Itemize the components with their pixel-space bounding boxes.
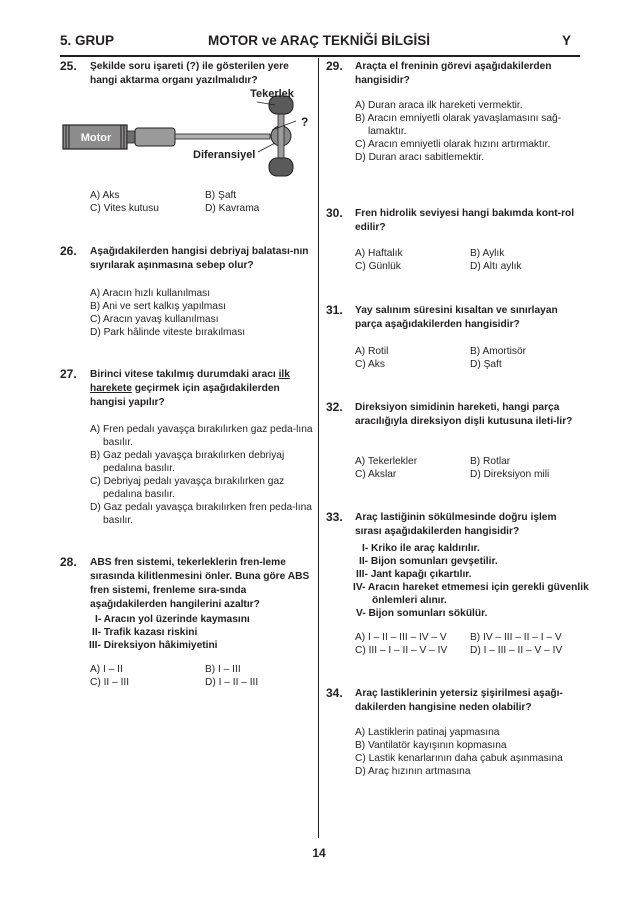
q34-number: 34.	[326, 686, 343, 700]
q26-text: Aşağıdakilerden hangisi debriyaj balatası-nın sıyrılarak aşınmasına sebep olur?	[90, 246, 309, 271]
q29-option-d[interactable]: D) Duran aracı sabitlemektir.	[355, 152, 485, 163]
q25-option-b[interactable]: B) Şaft	[205, 190, 237, 201]
group-label: 5. GRUP	[60, 33, 115, 48]
wheel-bottom	[269, 158, 293, 176]
q30-option-a[interactable]: A) Haftalık	[355, 248, 403, 259]
drive-shaft	[175, 134, 270, 139]
q30-option-d[interactable]: D) Altı aylık	[470, 261, 522, 272]
differential-label: Diferansiyel	[193, 149, 256, 161]
q27-option-c[interactable]: C) Debriyaj pedalı yavaşça bırakılırken gaz pedalına basılır.	[90, 476, 285, 500]
q33-option-a[interactable]: A) I – II – III – IV – V	[355, 632, 447, 643]
q31-option-c[interactable]: C) Aks	[355, 359, 385, 370]
q33-option-d[interactable]: D) I – III – II – V – IV	[470, 645, 563, 656]
q28-option-c[interactable]: C) II – III	[90, 677, 130, 688]
q30-option-c[interactable]: C) Günlük	[355, 261, 401, 272]
q28-option-b[interactable]: B) I – III	[205, 664, 241, 675]
q28-text: ABS fren sistemi, tekerleklerin fren-leme sırasında kilitlenmesini önler. Buna göre ABS fren sistemi, frenleme sıra-sında aşağıdakilerden hangilerini azaltır?	[90, 557, 310, 610]
q29-text: Araçta el freninin görevi aşağıdakilerden hangisidir?	[355, 61, 552, 86]
q31-option-d[interactable]: D) Şaft	[470, 359, 502, 370]
q28-number: 28.	[60, 555, 77, 569]
q29-number: 29.	[326, 59, 343, 73]
q33-item-5: V- Bijon somunları sökülür.	[356, 608, 488, 619]
question-mark: ?	[301, 115, 309, 129]
q28-option-d[interactable]: D) I – II – III	[205, 677, 259, 688]
q30-text: Fren hidrolik seviyesi hangi bakımda kont-rol edilir?	[355, 208, 575, 233]
q28-item-2: II- Trafik kazası riskini	[92, 627, 198, 638]
q31-option-b[interactable]: B) Amortisör	[470, 346, 527, 357]
q31-option-a[interactable]: A) Rotil	[355, 346, 389, 357]
motor-label: Motor	[80, 132, 112, 144]
booklet-letter: Y	[562, 33, 572, 48]
q31-number: 31.	[326, 303, 343, 317]
q29-option-c[interactable]: C) Aracın emniyetli olarak hızını artırmaktır.	[355, 139, 551, 150]
q28-item-3: III- Direksiyon hâkimiyetini	[89, 640, 218, 651]
q25-option-c[interactable]: C) Vites kutusu	[90, 203, 159, 214]
drivetrain-diagram	[60, 88, 316, 180]
axle	[278, 108, 284, 166]
q25-option-d[interactable]: D) Kavrama	[205, 203, 260, 214]
q27-underline-harekete: harekete	[90, 383, 132, 394]
q29-option-b[interactable]: B) Aracın emniyetli olarak yavaşlamasını sağ-lamaktır.	[355, 113, 562, 137]
q32-option-a[interactable]: A) Tekerlekler	[355, 456, 418, 467]
q33-option-b[interactable]: B) IV – III – II – I – V	[470, 632, 562, 643]
q26-option-c[interactable]: C) Aracın yavaş kullanılması	[90, 314, 219, 325]
q33-item-2: II- Bijon somunları gevşetilir.	[359, 556, 498, 567]
q32-text: Direksiyon simidinin hareketi, hangi parça aracılığıyla direksiyon dişli kutusuna ileti-lir?	[355, 402, 573, 427]
q33-item-4: IV- Aracın hareket etmemesi için gerekli güvenlik önlemleri alınır.	[353, 582, 589, 606]
q34-option-c[interactable]: C) Lastik kenarlarının daha çabuk aşınmasına	[355, 753, 563, 764]
q28-item-1: I- Aracın yol üzerinde kaymasını	[95, 614, 250, 625]
q27-number: 27.	[60, 367, 77, 381]
q33-item-1: I- Kriko ile araç kaldırılır.	[362, 543, 480, 554]
q33-text: Araç lastiğinin sökülmesinde doğru işlem sırası aşağıdakilerden hangisidir?	[355, 512, 557, 537]
q30-number: 30.	[326, 206, 343, 220]
page-number: 14	[312, 846, 326, 860]
gearbox-block	[135, 128, 175, 146]
q26-option-d[interactable]: D) Park hâlinde viteste bırakılması	[90, 327, 246, 338]
q27-option-a[interactable]: A) Fren pedalı yavaşça bırakılırken gaz peda-lına basılır.	[90, 424, 313, 448]
q27-option-d[interactable]: D) Gaz pedalı yavaşça bırakılırken fren peda-lına basılır.	[90, 502, 312, 526]
q26-number: 26.	[60, 244, 77, 258]
q33-item-3: III- Jant kapağı çıkartılır.	[356, 569, 472, 580]
q28-option-a[interactable]: A) I – II	[90, 664, 123, 675]
q34-text: Araç lastiklerinin yetersiz şişirilmesi aşağı-dakilerden hangisine neden olabilir?	[355, 688, 563, 713]
q25-number: 25.	[60, 59, 77, 73]
page-title: MOTOR ve ARAÇ TEKNİĞİ BİLGİSİ	[207, 33, 431, 48]
q34-option-d[interactable]: D) Araç hızının artmasına	[355, 766, 471, 777]
q30-option-b[interactable]: B) Aylık	[470, 248, 505, 259]
q33-number: 33.	[326, 510, 343, 524]
q32-option-c[interactable]: C) Akslar	[355, 469, 397, 480]
q33-option-c[interactable]: C) III – I – II – V – IV	[355, 645, 448, 656]
wheel-label: Tekerlek	[250, 88, 294, 100]
q25-option-a[interactable]: A) Aks	[90, 190, 120, 201]
q27-option-b[interactable]: B) Gaz pedalı yavaşça bırakılırken debriyaj pedalına basılır.	[90, 450, 285, 474]
q27-underline-ilk: ilk	[278, 369, 290, 380]
q34-option-a[interactable]: A) Lastiklerin patinaj yapmasına	[355, 727, 500, 738]
q34-option-b[interactable]: B) Vantilatör kayışının kopmasına	[355, 740, 507, 751]
q32-option-d[interactable]: D) Direksiyon mili	[470, 469, 550, 480]
q31-text: Yay salınım süresini kısaltan ve sınırlayan parça aşağıdakilerden hangisidir?	[355, 305, 558, 330]
q25-text: Şekilde soru işareti (?) ile gösterilen yere hangi aktarma organı yazılmalıdır?	[90, 61, 289, 86]
clutch-block	[127, 131, 135, 143]
motor-block	[63, 125, 127, 149]
q26-option-b[interactable]: B) Ani ve sert kalkış yapılması	[90, 301, 226, 312]
q26-option-a[interactable]: A) Aracın hızlı kullanılması	[90, 288, 211, 299]
q32-option-b[interactable]: B) Rotlar	[470, 456, 511, 467]
header-rule	[60, 55, 580, 57]
q27-text: Birinci vitese takılmış durumdaki aracı ilk harekete geçirmek için aşağıdakilerden hangisi yapılır?	[90, 369, 290, 408]
q32-number: 32.	[326, 400, 343, 414]
q29-option-a[interactable]: A) Duran araca ilk hareketi vermektir.	[355, 100, 523, 111]
